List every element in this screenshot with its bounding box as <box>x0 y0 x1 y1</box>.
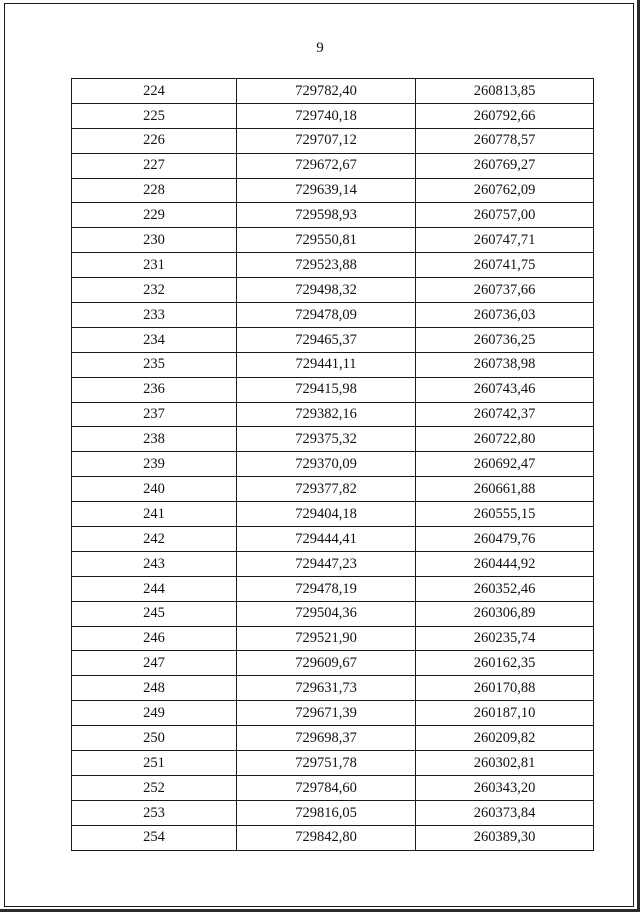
coordinates-table <box>71 78 594 851</box>
y-coordinate-cell: 260741,75 <box>416 253 594 278</box>
coordinates-table-body <box>72 79 594 851</box>
point-number-cell: 232 <box>72 278 237 303</box>
table-row <box>72 676 594 701</box>
table-row <box>72 228 594 253</box>
point-number-cell: 253 <box>72 800 237 825</box>
point-number-cell: 247 <box>72 651 237 676</box>
x-coordinate-cell: 729698,37 <box>237 726 416 751</box>
y-coordinate-cell: 260738,98 <box>416 352 594 377</box>
y-coordinate-cell: 260555,15 <box>416 502 594 527</box>
point-number-cell: 239 <box>72 452 237 477</box>
x-coordinate-cell: 729377,82 <box>237 477 416 502</box>
y-coordinate-cell: 260743,46 <box>416 377 594 402</box>
point-number-cell: 248 <box>72 676 237 701</box>
y-coordinate-cell: 260692,47 <box>416 452 594 477</box>
y-coordinate-cell: 260742,37 <box>416 402 594 427</box>
table-row <box>72 477 594 502</box>
x-coordinate-cell: 729382,16 <box>237 402 416 427</box>
table-row <box>72 601 594 626</box>
table-row <box>72 352 594 377</box>
x-coordinate-cell: 729598,93 <box>237 203 416 228</box>
x-coordinate-cell: 729415,98 <box>237 377 416 402</box>
table-row <box>72 576 594 601</box>
x-coordinate-cell: 729740,18 <box>237 103 416 128</box>
table-row <box>72 751 594 776</box>
point-number-cell: 233 <box>72 303 237 328</box>
x-coordinate-cell: 729609,67 <box>237 651 416 676</box>
table-row <box>72 651 594 676</box>
table-row <box>72 527 594 552</box>
page-number: 9 <box>316 40 324 56</box>
y-coordinate-cell: 260778,57 <box>416 128 594 153</box>
table-row <box>72 203 594 228</box>
table-row <box>72 377 594 402</box>
point-number-cell: 238 <box>72 427 237 452</box>
y-coordinate-cell: 260757,00 <box>416 203 594 228</box>
x-coordinate-cell: 729631,73 <box>237 676 416 701</box>
table-row <box>72 427 594 452</box>
table-row <box>72 825 594 850</box>
point-number-cell: 237 <box>72 402 237 427</box>
table-row <box>72 701 594 726</box>
x-coordinate-cell: 729447,23 <box>237 551 416 576</box>
point-number-cell: 227 <box>72 153 237 178</box>
table-row <box>72 775 594 800</box>
x-coordinate-cell: 729404,18 <box>237 502 416 527</box>
y-coordinate-cell: 260661,88 <box>416 477 594 502</box>
y-coordinate-cell: 260389,30 <box>416 825 594 850</box>
y-coordinate-cell: 260736,25 <box>416 327 594 352</box>
table-row <box>72 303 594 328</box>
y-coordinate-cell: 260235,74 <box>416 626 594 651</box>
y-coordinate-cell: 260209,82 <box>416 726 594 751</box>
point-number-cell: 244 <box>72 576 237 601</box>
table-row <box>72 327 594 352</box>
x-coordinate-cell: 729504,36 <box>237 601 416 626</box>
point-number-cell: 245 <box>72 601 237 626</box>
table-row <box>72 402 594 427</box>
y-coordinate-cell: 260306,89 <box>416 601 594 626</box>
x-coordinate-cell: 729465,37 <box>237 327 416 352</box>
point-number-cell: 250 <box>72 726 237 751</box>
point-number-cell: 228 <box>72 178 237 203</box>
table-row <box>72 278 594 303</box>
y-coordinate-cell: 260444,92 <box>416 551 594 576</box>
x-coordinate-cell: 729784,60 <box>237 775 416 800</box>
x-coordinate-cell: 729751,78 <box>237 751 416 776</box>
x-coordinate-cell: 729444,41 <box>237 527 416 552</box>
table-row <box>72 726 594 751</box>
x-coordinate-cell: 729782,40 <box>237 79 416 104</box>
point-number-cell: 240 <box>72 477 237 502</box>
y-coordinate-cell: 260769,27 <box>416 153 594 178</box>
point-number-cell: 236 <box>72 377 237 402</box>
x-coordinate-cell: 729639,14 <box>237 178 416 203</box>
x-coordinate-cell: 729550,81 <box>237 228 416 253</box>
table-row <box>72 253 594 278</box>
point-number-cell: 226 <box>72 128 237 153</box>
table-row <box>72 153 594 178</box>
point-number-cell: 243 <box>72 551 237 576</box>
y-coordinate-cell: 260792,66 <box>416 103 594 128</box>
x-coordinate-cell: 729370,09 <box>237 452 416 477</box>
table-row <box>72 79 594 104</box>
point-number-cell: 241 <box>72 502 237 527</box>
x-coordinate-cell: 729498,32 <box>237 278 416 303</box>
point-number-cell: 225 <box>72 103 237 128</box>
point-number-cell: 249 <box>72 701 237 726</box>
y-coordinate-cell: 260736,03 <box>416 303 594 328</box>
table-row <box>72 551 594 576</box>
x-coordinate-cell: 729523,88 <box>237 253 416 278</box>
point-number-cell: 246 <box>72 626 237 651</box>
x-coordinate-cell: 729521,90 <box>237 626 416 651</box>
table-row <box>72 178 594 203</box>
y-coordinate-cell: 260343,20 <box>416 775 594 800</box>
point-number-cell: 235 <box>72 352 237 377</box>
point-number-cell: 230 <box>72 228 237 253</box>
point-number-cell: 224 <box>72 79 237 104</box>
point-number-cell: 242 <box>72 527 237 552</box>
point-number-cell: 252 <box>72 775 237 800</box>
y-coordinate-cell: 260762,09 <box>416 178 594 203</box>
table-row <box>72 128 594 153</box>
table-row <box>72 626 594 651</box>
point-number-cell: 251 <box>72 751 237 776</box>
table-row <box>72 103 594 128</box>
y-coordinate-cell: 260162,35 <box>416 651 594 676</box>
point-number-cell: 229 <box>72 203 237 228</box>
y-coordinate-cell: 260747,71 <box>416 228 594 253</box>
x-coordinate-cell: 729671,39 <box>237 701 416 726</box>
x-coordinate-cell: 729478,19 <box>237 576 416 601</box>
x-coordinate-cell: 729441,11 <box>237 352 416 377</box>
table-row <box>72 452 594 477</box>
x-coordinate-cell: 729842,80 <box>237 825 416 850</box>
y-coordinate-cell: 260813,85 <box>416 79 594 104</box>
y-coordinate-cell: 260479,76 <box>416 527 594 552</box>
y-coordinate-cell: 260737,66 <box>416 278 594 303</box>
x-coordinate-cell: 729816,05 <box>237 800 416 825</box>
y-coordinate-cell: 260373,84 <box>416 800 594 825</box>
y-coordinate-cell: 260722,80 <box>416 427 594 452</box>
y-coordinate-cell: 260187,10 <box>416 701 594 726</box>
y-coordinate-cell: 260302,81 <box>416 751 594 776</box>
y-coordinate-cell: 260352,46 <box>416 576 594 601</box>
point-number-cell: 254 <box>72 825 237 850</box>
point-number-cell: 231 <box>72 253 237 278</box>
x-coordinate-cell: 729672,67 <box>237 153 416 178</box>
table-row <box>72 800 594 825</box>
x-coordinate-cell: 729375,32 <box>237 427 416 452</box>
point-number-cell: 234 <box>72 327 237 352</box>
x-coordinate-cell: 729478,09 <box>237 303 416 328</box>
table-row <box>72 502 594 527</box>
y-coordinate-cell: 260170,88 <box>416 676 594 701</box>
x-coordinate-cell: 729707,12 <box>237 128 416 153</box>
